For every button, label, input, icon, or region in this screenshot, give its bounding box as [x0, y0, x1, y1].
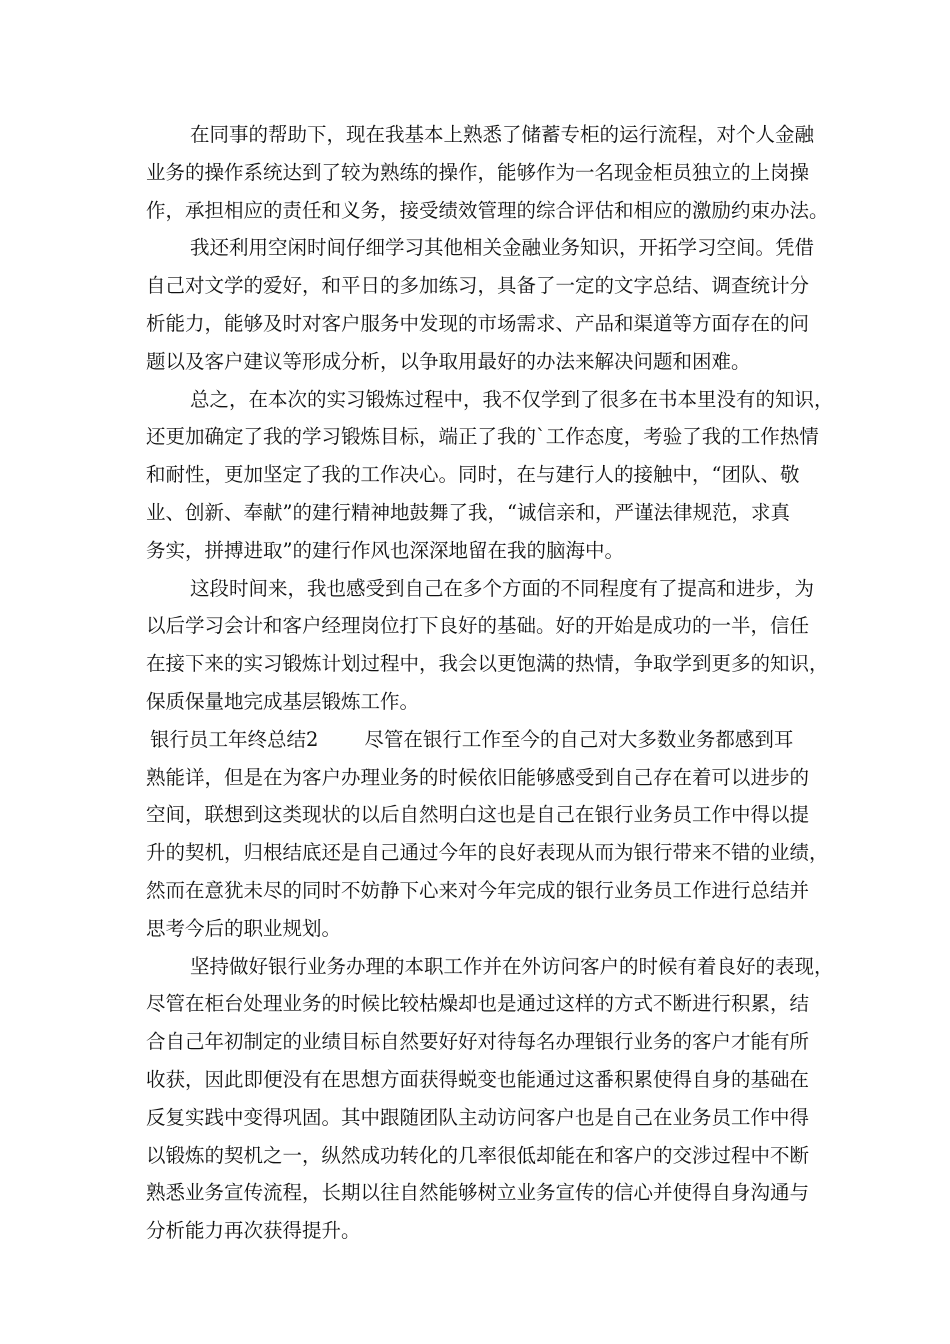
- paragraph-line: 反复实践中变得巩固。其中跟随团队主动访问客户也是自己在业务员工作中得: [146, 1105, 810, 1129]
- paragraph-line: 升的契机，归根结底还是自己通过今年的良好表现从而为银行带来不错的业绩，: [146, 841, 829, 865]
- paragraph-line: 尽管在柜台处理业务的时候比较枯燥却也是通过这样的方式不断进行积累，结: [146, 992, 810, 1016]
- paragraph-line: 坚持做好银行业务办理的本职工作并在外访问客户的时候有着良好的表现，: [190, 954, 834, 978]
- paragraph-line: 熟能详，但是在为客户办理业务的时候依旧能够感受到自己存在着可以进步的: [146, 765, 810, 789]
- paragraph-line: 然而在意犹未尽的同时不妨静下心来对今年完成的银行业务员工作进行总结并: [146, 878, 810, 902]
- paragraph-line: 熟悉业务宣传流程，长期以往自然能够树立业务宣传的信心并使得自身沟通与: [146, 1181, 810, 1205]
- paragraph-line: 思考今后的职业规划。: [146, 916, 342, 940]
- paragraph-line: 我还利用空闲时间仔细学习其他相关金融业务知识，开拓学习空间。凭借: [190, 236, 815, 260]
- section-heading-line: [146, 721, 826, 759]
- paragraph-line: 和耐性，更加坚定了我的工作决心。同时，在与建行人的接触中，“团队、敬: [146, 463, 800, 487]
- paragraph-line: 保质保量地完成基层锻炼工作。: [146, 689, 420, 713]
- document-body: [146, 116, 834, 1250]
- paragraph-line: 还更加确定了我的学习锻炼目标，端正了我的`工作态度，考验了我的工作热情: [146, 425, 819, 449]
- paragraph-line: 业务的操作系统达到了较为熟练的操作，能够作为一名现金柜员独立的上岗操: [146, 160, 810, 184]
- paragraph-start: 尽管在银行工作至今的自己对大多数业务都感到耳: [364, 727, 794, 751]
- paragraph-line: 收获，因此即便没有在思想方面获得蜕变也能通过这番积累使得自身的基础在: [146, 1067, 810, 1091]
- section-heading: 银行员工年终总结2: [150, 727, 319, 751]
- paragraph-line: 务实，拼搏进取”的建行作风也深深地留在我的脑海中。: [146, 538, 624, 562]
- paragraph-line: 在接下来的实习锻炼计划过程中，我会以更饱满的热情，争取学到更多的知识，: [146, 652, 829, 676]
- paragraph-line: 以后学习会计和客户经理岗位打下良好的基础。好的开始是成功的一半，信任: [146, 614, 810, 638]
- paragraph-line: 空间，联想到这类现状的以后自然明白这也是自己在银行业务员工作中得以提: [146, 803, 810, 827]
- paragraph-line: 分析能力再次获得提升。: [146, 1219, 361, 1243]
- paragraph-line: 总之，在本次的实习锻炼过程中，我不仅学到了很多在书本里没有的知识，: [190, 387, 834, 411]
- paragraph-line: 合自己年初制定的业绩目标自然要好好对待每名办理银行业务的客户才能有所: [146, 1030, 810, 1054]
- paragraph-line: 以锻炼的契机之一，纵然成功转化的几率很低却能在和客户的交涉过程中不断: [146, 1143, 810, 1167]
- paragraph-line: 题以及客户建议等形成分析，以争取用最好的办法来解决问题和困难。: [146, 349, 751, 373]
- paragraph-line: 业、创新、奉献”的建行精神地鼓舞了我，“诚信亲和，严谨法律规范，求真: [146, 500, 790, 524]
- paragraph-line: 析能力，能够及时对客户服务中发现的市场需求、产品和渠道等方面存在的问: [146, 311, 810, 335]
- paragraph-line: 这段时间来，我也感受到自己在多个方面的不同程度有了提高和进步，为: [190, 576, 815, 600]
- paragraph-line: 作，承担相应的责任和义务，接受绩效管理的综合评估和相应的激励约束办法。: [146, 198, 829, 222]
- paragraph-line: 自己对文学的爱好，和平日的多加练习，具备了一定的文字总结、调查统计分: [146, 274, 810, 298]
- paragraph-line: 在同事的帮助下，现在我基本上熟悉了储蓄专柜的运行流程，对个人金融: [190, 123, 815, 146]
